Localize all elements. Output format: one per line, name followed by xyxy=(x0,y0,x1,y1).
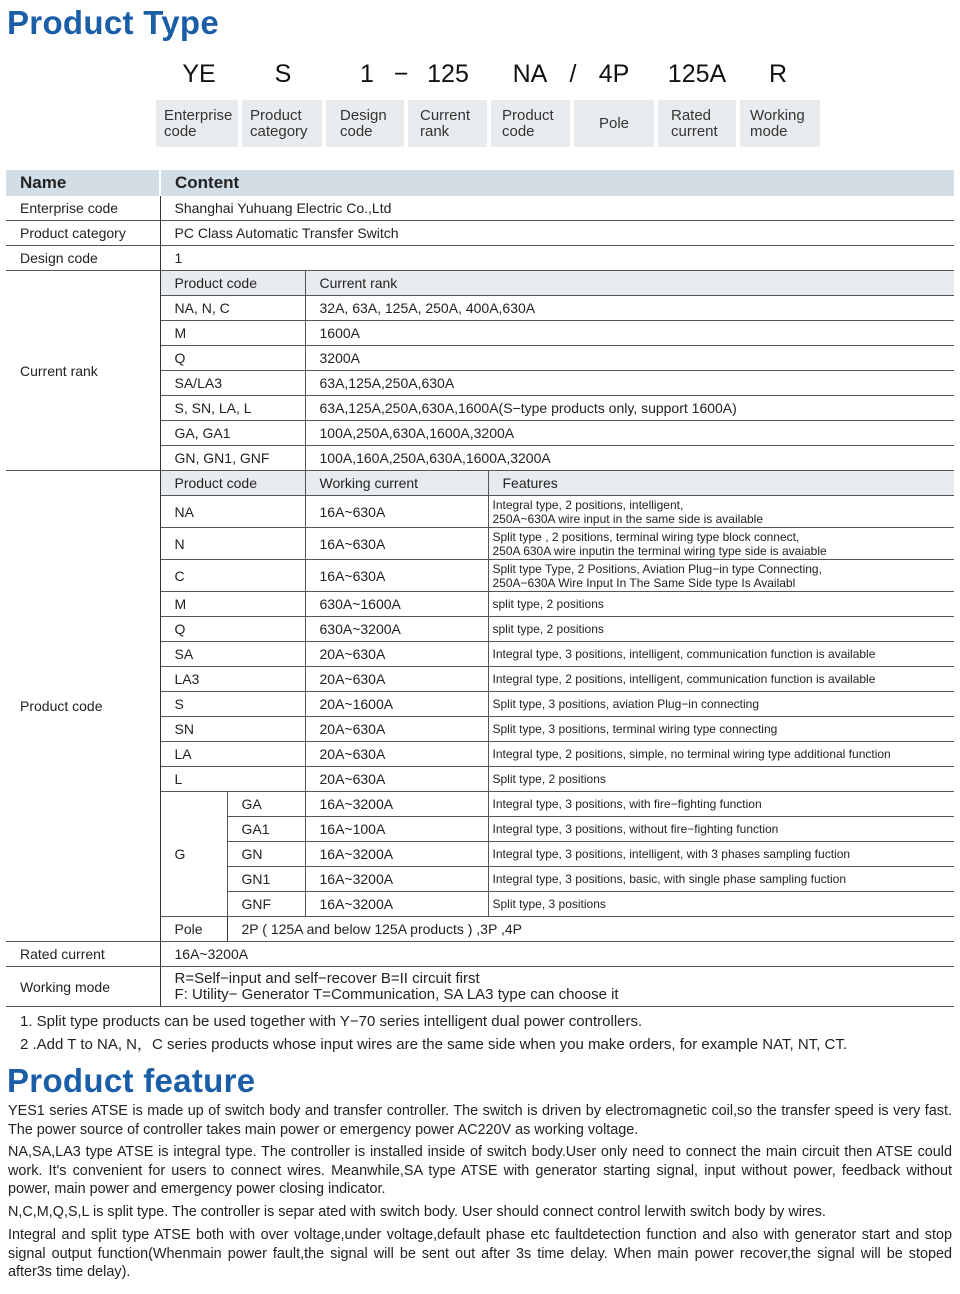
cr-code: GN, GN1, GNF xyxy=(160,446,305,471)
pc-code: C xyxy=(160,560,305,592)
design-code-value: 1 xyxy=(160,246,954,271)
current-rank-col-rank: Current rank xyxy=(305,271,954,296)
cr-rank: 3200A xyxy=(305,346,954,371)
cr-code: S, SN, LA, L xyxy=(160,396,305,421)
spec-table xyxy=(6,170,954,1007)
pc-features: Split type Type, 2 Positions, Aviation Plug−in type Connecting, 250A−630A Wire Input In The Same Side type Is Availabl xyxy=(488,560,954,592)
pc-current: 20A~630A xyxy=(305,767,488,792)
product-code-name: Product code xyxy=(6,471,160,942)
pc-code: S xyxy=(160,692,305,717)
enterprise-code-value: Shanghai Yuhuang Electric Co.,Ltd xyxy=(160,196,954,221)
pc-current: 20A~630A xyxy=(305,717,488,742)
g-group-label: G xyxy=(160,792,227,917)
g-current: 16A~3200A xyxy=(305,867,488,892)
cr-code: Q xyxy=(160,346,305,371)
pc-features: Split type, 3 positions, aviation Plug−in connecting xyxy=(488,692,954,717)
working-mode-value: R=Self−input and self−recover B=II circuit first F: Utility− Generator T=Communication, SA LA3 type can choose it xyxy=(160,967,954,1007)
pc-features: Integral type, 2 positions, intelligent, 250A~630A wire input in the same side is available xyxy=(488,496,954,528)
code-rated-current: 125A xyxy=(667,60,727,88)
g-code: GA xyxy=(227,792,305,817)
current-rank-name: Current rank xyxy=(6,271,160,471)
cr-rank: 63A,125A,250A,630A,1600A(S−type products only, support 1600A) xyxy=(305,396,954,421)
code-product: NA xyxy=(512,60,548,88)
pc-features: Integral type, 2 positions, simple, no terminal wiring type additional function xyxy=(488,742,954,767)
label-pole: Pole xyxy=(574,100,654,147)
code-pole: 4P xyxy=(598,60,630,88)
pc-features: Split type, 3 positions, terminal wiring type connecting xyxy=(488,717,954,742)
label-current-rank: Current rank xyxy=(408,100,487,147)
product-code-col-features: Features xyxy=(488,471,954,496)
pc-code: L xyxy=(160,767,305,792)
code-slash: / xyxy=(569,60,577,88)
pc-code: LA xyxy=(160,742,305,767)
feature-paragraph-2: NA,SA,LA3 type ATSE is integral type. The controller is installed inside of switch body.User only need to connect the main circuit then ATSE could work. It's convenient for users to connect wires. Meanwhile,SA type ATSE with generator starting signal, input without power, feedback without power, main power and emergency power closing indicator. xyxy=(8,1144,952,1197)
pc-current: 630A~1600A xyxy=(305,592,488,617)
pc-current: 16A~630A xyxy=(305,560,488,592)
product-category-value: PC Class Automatic Transfer Switch xyxy=(160,221,954,246)
code-category: S xyxy=(274,60,292,88)
cr-rank: 100A,250A,630A,1600A,3200A xyxy=(305,421,954,446)
product-code-col-current: Working current xyxy=(305,471,488,496)
code-current-rank: 125 xyxy=(427,60,469,88)
g-features: Integral type, 3 positions, basic, with single phase sampling fuction xyxy=(488,867,954,892)
pc-current: 16A~630A xyxy=(305,496,488,528)
code-design: 1 xyxy=(360,60,374,88)
pc-code: N xyxy=(160,528,305,560)
feature-paragraph-1: YES1 series ATSE is made up of switch body and transfer controller. The switch is driven by electromagnetic coil,so the transfer speed is very fast. The power source of controller takes main power or emergency power AC220V as working voltage. xyxy=(8,1103,952,1138)
g-code: GA1 xyxy=(227,817,305,842)
code-enterprise: YE xyxy=(182,60,216,88)
header-name: Name xyxy=(6,170,160,196)
pc-features: split type, 2 positions xyxy=(488,617,954,642)
g-current: 16A~3200A xyxy=(305,792,488,817)
label-product-category: Product category xyxy=(242,100,322,147)
product-type-title: Product Type xyxy=(7,4,220,41)
pc-features: Integral type, 3 positions, intelligent, communication function is available xyxy=(488,642,954,667)
pc-current: 20A~1600A xyxy=(305,692,488,717)
g-code: GNF xyxy=(227,892,305,917)
current-rank-col-code: Product code xyxy=(160,271,305,296)
g-features: Integral type, 3 positions, with fire−fighting function xyxy=(488,792,954,817)
cr-code: SA/LA3 xyxy=(160,371,305,396)
rated-current-name: Rated current xyxy=(6,942,160,967)
cr-rank: 1600A xyxy=(305,321,954,346)
cr-rank: 32A, 63A, 125A, 250A, 400A,630A xyxy=(305,296,954,321)
g-features: Integral type, 3 positions, intelligent, with 3 phases sampling fuction xyxy=(488,842,954,867)
g-features: Integral type, 3 positions, without fire−fighting function xyxy=(488,817,954,842)
pc-code: LA3 xyxy=(160,667,305,692)
pc-code: M xyxy=(160,592,305,617)
pc-features: Integral type, 2 positions, intelligent, communication function is available xyxy=(488,667,954,692)
g-current: 16A~3200A xyxy=(305,892,488,917)
g-current: 16A~100A xyxy=(305,817,488,842)
pc-current: 20A~630A xyxy=(305,667,488,692)
cr-rank: 63A,125A,250A,630A xyxy=(305,371,954,396)
label-design-code: Design code xyxy=(326,100,404,147)
pc-code: SA xyxy=(160,642,305,667)
label-working-mode: Working mode xyxy=(740,100,820,147)
feature-paragraph-4: Integral and split type ATSE both with over voltage,under voltage,default phase etc faultdetection function and also with generator start and stop signal output function(Whenmain power fault,the signal will be sent out after 3s time delay. When main power recover,the signal will be stoped after3s time delay). xyxy=(8,1227,952,1280)
g-code: GN1 xyxy=(227,867,305,892)
label-enterprise-code: Enterprise code xyxy=(156,100,238,147)
cr-code: NA, N, C xyxy=(160,296,305,321)
feature-paragraph-3: N,C,M,Q,S,L is split type. The controller is separ ated with switch body. User should connect control lerwith switch body by wires. xyxy=(8,1204,826,1220)
pc-features: Split type, 2 positions xyxy=(488,767,954,792)
cr-rank: 100A,160A,250A,630A,1600A,3200A xyxy=(305,446,954,471)
header-content: Content xyxy=(160,170,954,196)
product-code-col-code: Product code xyxy=(160,471,305,496)
label-rated-current: Rated current xyxy=(658,100,736,147)
code-working-mode: R xyxy=(768,60,788,88)
rated-current-value: 16A~3200A xyxy=(160,942,954,967)
note-1: 1. Split type products can be used together with Y−70 series intelligent dual power controllers. xyxy=(20,1013,643,1030)
note-2: 2 .Add T to NA, N，C series products whose input wires are the same side when you make orders, for example NAT, NT, CT. xyxy=(20,1036,848,1053)
design-code-name: Design code xyxy=(6,246,160,271)
pole-name: Pole xyxy=(160,917,227,942)
pc-current: 20A~630A xyxy=(305,742,488,767)
working-mode-name: Working mode xyxy=(6,967,160,1007)
g-current: 16A~3200A xyxy=(305,842,488,867)
enterprise-code-name: Enterprise code xyxy=(6,196,160,221)
pc-code: Q xyxy=(160,617,305,642)
product-category-name: Product category xyxy=(6,221,160,246)
pc-features: split type, 2 positions xyxy=(488,592,954,617)
g-code: GN xyxy=(227,842,305,867)
pc-code: NA xyxy=(160,496,305,528)
code-dash: − xyxy=(393,60,409,88)
pole-value: 2P ( 125A and below 125A products ) ,3P ,4P xyxy=(227,917,954,942)
pc-current: 16A~630A xyxy=(305,528,488,560)
pc-code: SN xyxy=(160,717,305,742)
pc-features: Split type , 2 positions, terminal wiring type block connect, 250A 630A wire inputin the terminal wiring type side is avaiable xyxy=(488,528,954,560)
cr-code: GA, GA1 xyxy=(160,421,305,446)
g-features: Split type, 3 positions xyxy=(488,892,954,917)
product-feature-title: Product feature xyxy=(7,1062,256,1099)
cr-code: M xyxy=(160,321,305,346)
pc-current: 630A~3200A xyxy=(305,617,488,642)
pc-current: 20A~630A xyxy=(305,642,488,667)
label-product-code: Product code xyxy=(491,100,570,147)
